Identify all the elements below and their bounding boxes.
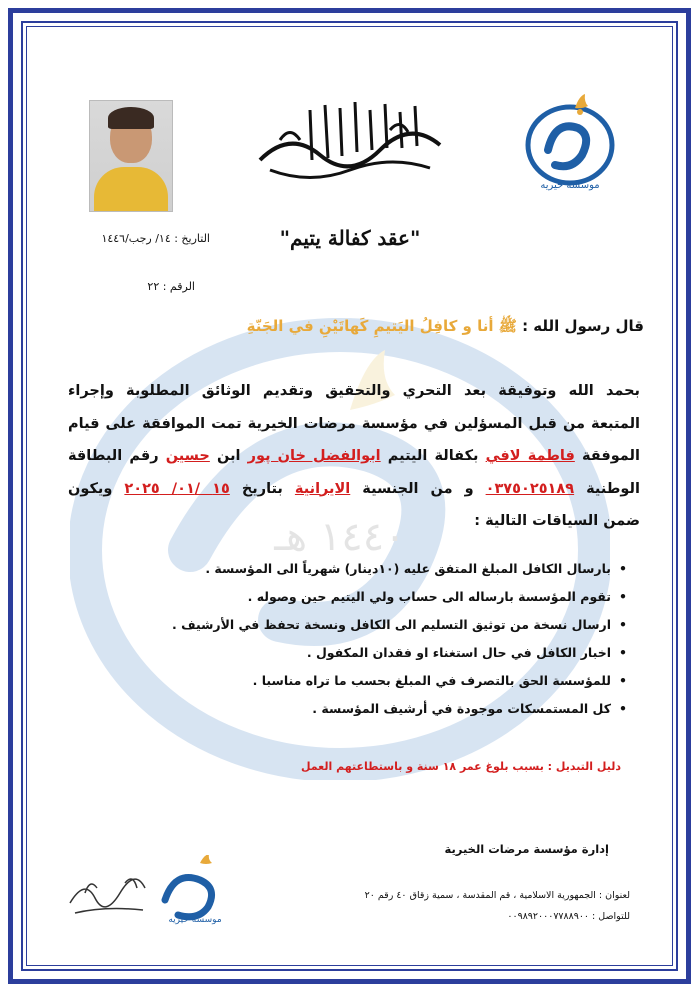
hadith-saying: ﷺ أنا و كافِلُ اليَتيمِ كَهاتَيْنِ في الجَنّةِ [246, 317, 517, 335]
phone: للتواصل : ٠٠٩٨٩٢٠٠٠٧٧٨٨٩٠٠ [507, 911, 630, 922]
condition-item: • تقوم المؤسسة بارساله الى حساب ولي اليتيم حين وصوله . [172, 583, 627, 611]
body-line-5: ضمن السياقات التالية : [474, 513, 640, 529]
signature [65, 868, 150, 923]
body-line-1: بحمد الله وتوفيقة بعد التحري والتحقيق وتقديم الوثائق المطلوبة وإجراء [68, 383, 640, 399]
page-title: "عقد كفالة يتيم" [279, 226, 421, 250]
footer-logo-caption: موسسه خیریه [168, 915, 222, 925]
father-name: حسين [165, 448, 210, 464]
condition-item: • ارسال نسخة من توثيق التسليم الى الكافل ونسخة تحفظ في الأرشيف . [172, 611, 627, 639]
replacement-note: دليل التبديل : بسبب بلوغ عمر ١٨ سنة و باستطاعتهم العمل [300, 760, 621, 773]
orphan-photo [89, 100, 173, 212]
condition-item: • للمؤسسة الحق بالتصرف في المبلغ بحسب ما تراه مناسبا . [172, 667, 627, 695]
body-line-4: الوطنية ٠٣٧٥٠٢٥١٨٩ و من الجنسية الايرانية بتاريخ ١٥ /٠١/ ٢٠٢٥ ويكون [68, 480, 640, 497]
nationality: الايرانية [294, 480, 351, 497]
hadith-line [247, 317, 644, 339]
issue-date: التاريخ : ١٤/ رجب/١٤٤٦ [101, 232, 210, 245]
condition-item: • كل المستمسكات موجودة في أرشيف المؤسسة . [172, 695, 627, 723]
condition-item: • بارسال الكافل المبلغ المتفق عليه (١٠دينار) شهرياً الى المؤسسة . [172, 555, 627, 583]
body-line-2: المتبعة من قبل المسؤلين في مؤسسة مرضات الخيرية تمت الموافقة على قيام [68, 415, 640, 432]
logo-caption: موسسه خیریه [540, 180, 600, 191]
basmala-calligraphy [250, 90, 450, 190]
contact-info [330, 885, 630, 927]
watermark-year: ١٤٤٠ هـ [274, 514, 406, 560]
start-date: ١٥ /٠١/ ٢٠٢٥ [124, 480, 230, 497]
reference-number: الرقم : ٢٢ [147, 280, 195, 293]
hadith-prefix: قال رسول الله : [522, 317, 644, 335]
conditions-list [172, 555, 627, 723]
orphan-name: ابوالفضل خان پور [247, 448, 381, 464]
body-line-3: الموفقة فاطمة لافي بكفالة اليتيم ابوالفضل خان پور ابن حسين رقم البطاقة [68, 448, 640, 464]
guardian-name: فاطمة لافي [485, 448, 575, 464]
administration-title: إدارة مؤسسة مرضات الخيرية [444, 842, 609, 856]
contract-body [68, 375, 640, 538]
address: لعنوان : الجمهورية الاسلامية ، قم المقدسة ، سمية زقاق ٤٠ رقم ٢٠ [364, 890, 630, 901]
condition-item: • اخبار الكافل في حال استغناء او فقدان المكفول . [172, 639, 627, 667]
national-id: ٠٣٧٥٠٢٥١٨٩ [485, 480, 575, 497]
